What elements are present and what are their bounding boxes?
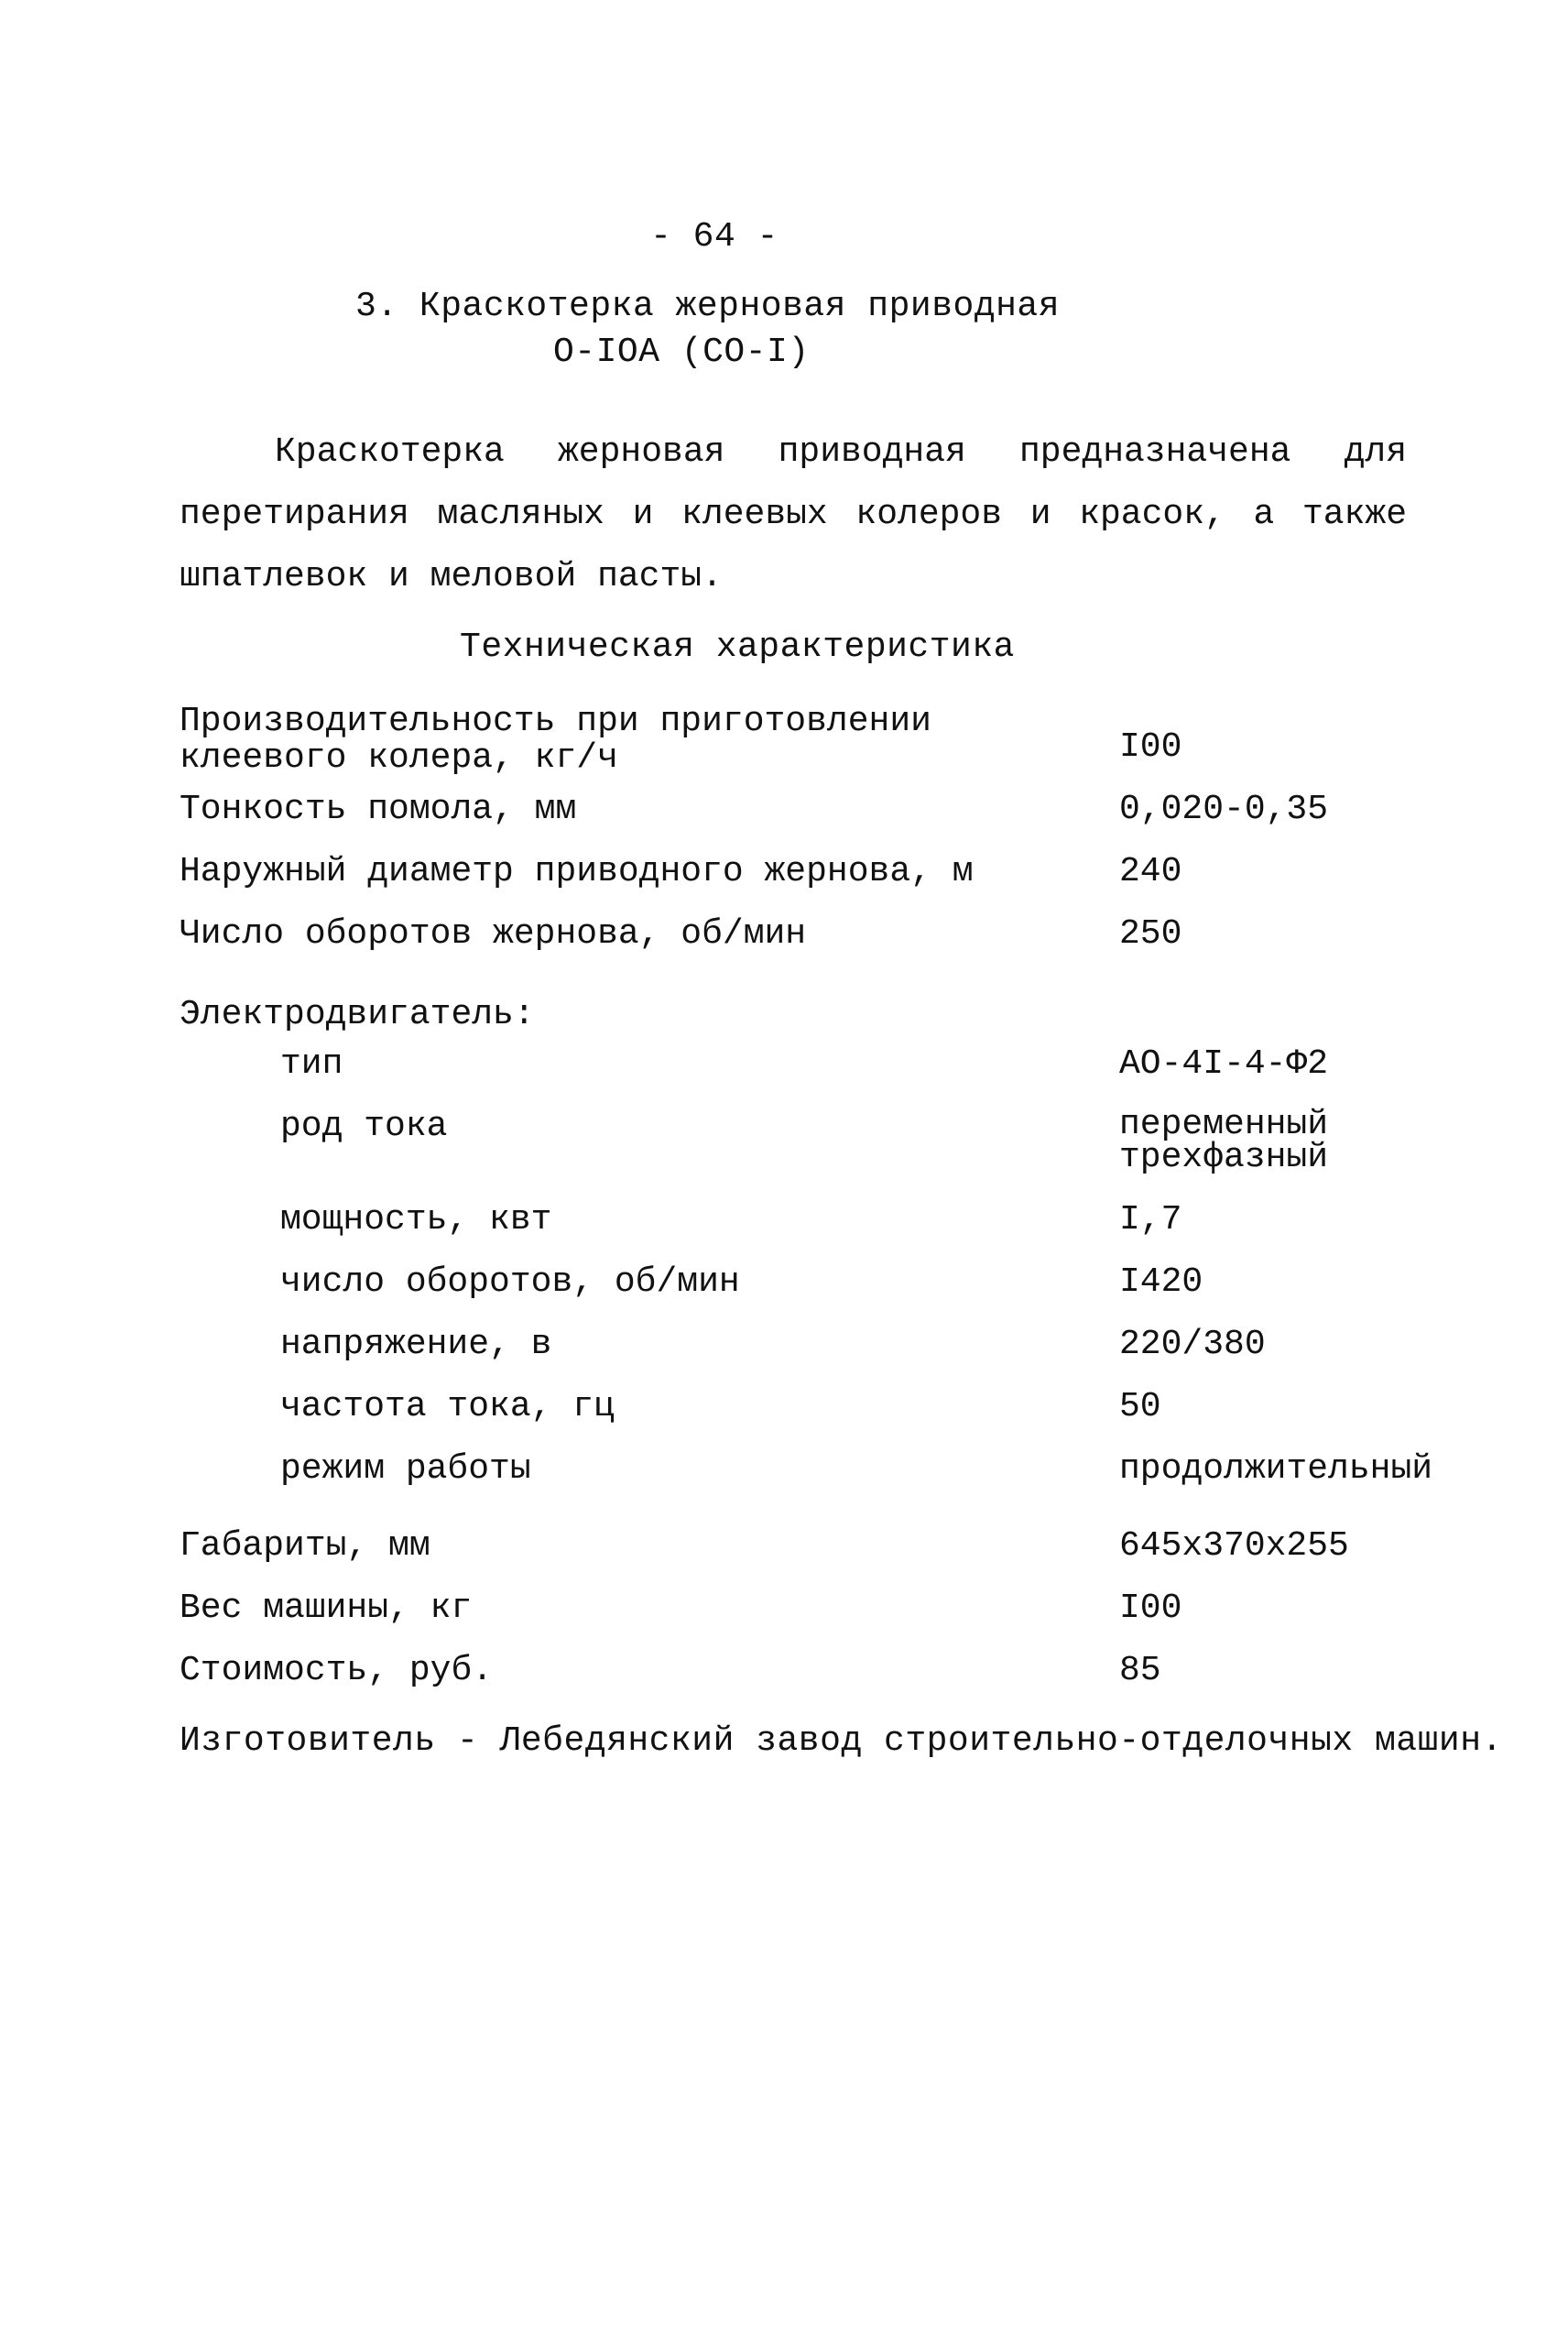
spec-label: Производительность при приготовлении клеевого колера, кг/ч: [180, 702, 931, 778]
motor-label: мощность, квт: [280, 1200, 552, 1239]
spec-label: Наружный диаметр приводного жернова, м: [180, 852, 974, 891]
spec-value: 240: [1119, 852, 1182, 891]
motor-value: переменный трехфазный: [1119, 1105, 1329, 1177]
spec-value: 85: [1119, 1651, 1161, 1690]
spec-value: I00: [1119, 727, 1182, 767]
motor-label: тип: [280, 1044, 343, 1084]
spec-label: Число оборотов жернова, об/мин: [180, 914, 807, 954]
spec-label: Габариты, мм: [180, 1526, 430, 1566]
spec-label: Вес машины, кг: [180, 1589, 473, 1628]
motor-heading: Электродвигатель:: [180, 995, 535, 1034]
manufacturer-line: Изготовитель - Лебедянский завод строительно-отделочных машин.: [180, 1721, 1503, 1761]
page-number: - 64 -: [650, 217, 779, 257]
motor-value: I,7: [1119, 1200, 1182, 1239]
motor-label: род тока: [280, 1107, 448, 1146]
motor-value: 50: [1119, 1387, 1161, 1426]
title-line-2: О-IOА (СО-I): [553, 333, 810, 372]
motor-value: 220/380: [1119, 1325, 1266, 1364]
spec-label: Тонкость помола, мм: [180, 790, 577, 829]
spec-label: Стоимость, руб.: [180, 1651, 494, 1690]
section-heading: Техническая характеристика: [460, 628, 1015, 667]
motor-label: число оборотов, об/мин: [280, 1262, 740, 1302]
motor-label: частота тока, гц: [280, 1387, 615, 1426]
spec-value: 0,020-0,35: [1119, 790, 1329, 829]
spec-value: I00: [1119, 1589, 1182, 1628]
intro-paragraph: Краскотерка жерновая приводная предназначена для перетирания масляных и клеевых колеров и красок, а также шпатлевок и меловой пасты.: [180, 432, 1407, 596]
motor-label: напряжение, в: [280, 1325, 552, 1364]
motor-value: АО-4I-4-Ф2: [1119, 1044, 1329, 1084]
spec-value: 250: [1119, 914, 1182, 954]
spec-value: 645х370х255: [1119, 1526, 1349, 1566]
motor-value: продолжительный: [1119, 1449, 1433, 1489]
motor-value: I420: [1119, 1262, 1203, 1302]
motor-label: режим работы: [280, 1449, 531, 1489]
title-line-1: 3. Краскотерка жерновая приводная: [355, 287, 1061, 326]
